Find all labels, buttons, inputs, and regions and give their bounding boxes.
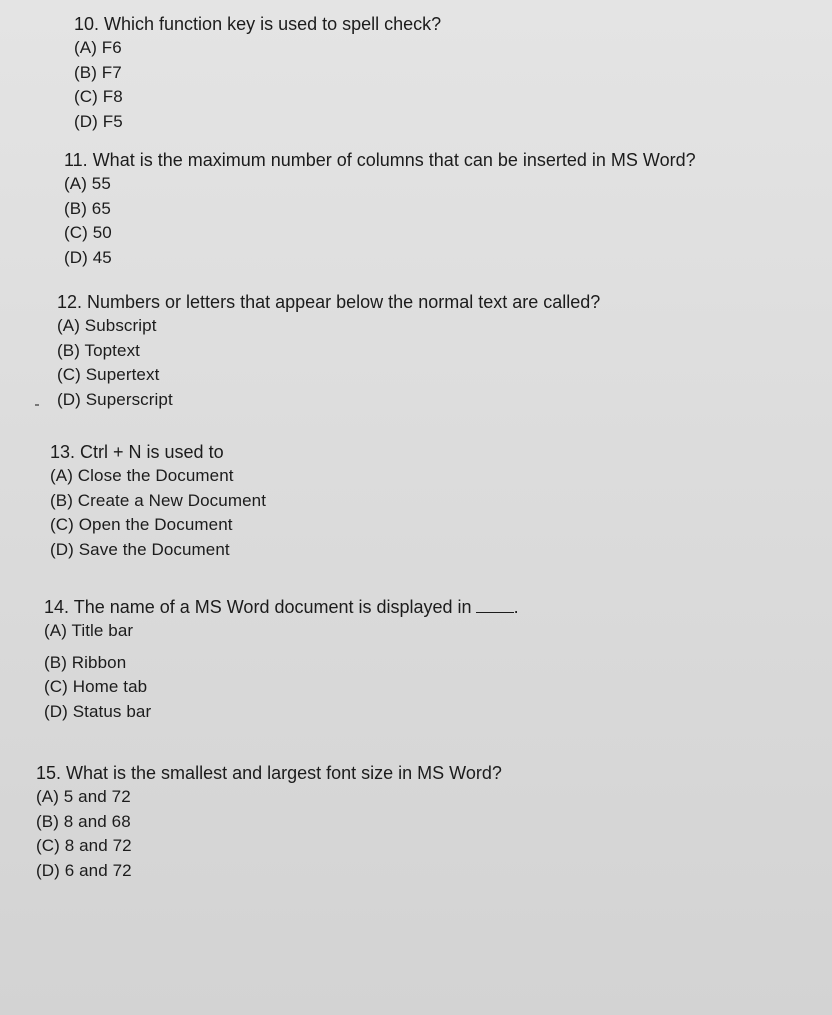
option-c: (C) F8 (74, 87, 123, 106)
question-text (44, 596, 824, 619)
option-d: (D) 6 and 72 (36, 860, 132, 880)
option-d: (D) Status bar (44, 701, 152, 721)
answer-blank (476, 598, 514, 613)
question-text: 11. What is the maximum number of columns that can be inserted in MS Word? (64, 150, 696, 170)
question-text: 10. Which function key is used to spell check? (74, 14, 442, 34)
option-d: (D) 45 (64, 247, 112, 267)
question-12 (57, 291, 832, 412)
option-b: (B) Ribbon (44, 652, 127, 672)
option-a: (A) Close the Document (50, 466, 234, 485)
option-a: (A) 55 (64, 174, 111, 193)
option-c: (C) 8 and 72 (36, 836, 132, 855)
question-text: 12. Numbers or letters that appear below the normal text are called? (57, 292, 601, 312)
option-a: (A) Subscript (57, 316, 157, 335)
option-c: (C) Open the Document (50, 515, 233, 534)
question-text: 15. What is the smallest and largest font size in MS Word? (36, 763, 502, 783)
option-d: (D) Superscript (57, 389, 173, 409)
option-b: (B) Create a New Document (50, 490, 267, 510)
question-13 (50, 441, 830, 562)
option-b: (B) 65 (64, 198, 111, 218)
option-c: (C) Supertext (57, 365, 160, 384)
option-c: (C) 50 (64, 223, 112, 242)
question-text-start: 14. The name of a MS Word document is displayed in (44, 597, 472, 617)
question-15 (36, 762, 816, 883)
option-c: (C) Home tab (44, 677, 148, 696)
option-d: (D) Save the Document (50, 539, 230, 559)
option-b: (B) F7 (74, 62, 122, 82)
option-a: (A) 5 and 72 (36, 787, 131, 806)
option-d: (D) F5 (74, 111, 123, 131)
question-14 (44, 596, 824, 724)
option-a: (A) Title bar (44, 621, 134, 640)
question-11 (64, 149, 832, 270)
question-text-end: . (513, 597, 519, 617)
option-a: (A) F6 (74, 38, 122, 57)
option-b: (B) 8 and 68 (36, 811, 131, 831)
question-10 (74, 13, 832, 134)
stray-pen-mark (35, 404, 39, 406)
question-text: 13. Ctrl + N is used to (50, 442, 224, 462)
option-b: (B) Toptext (57, 340, 140, 360)
